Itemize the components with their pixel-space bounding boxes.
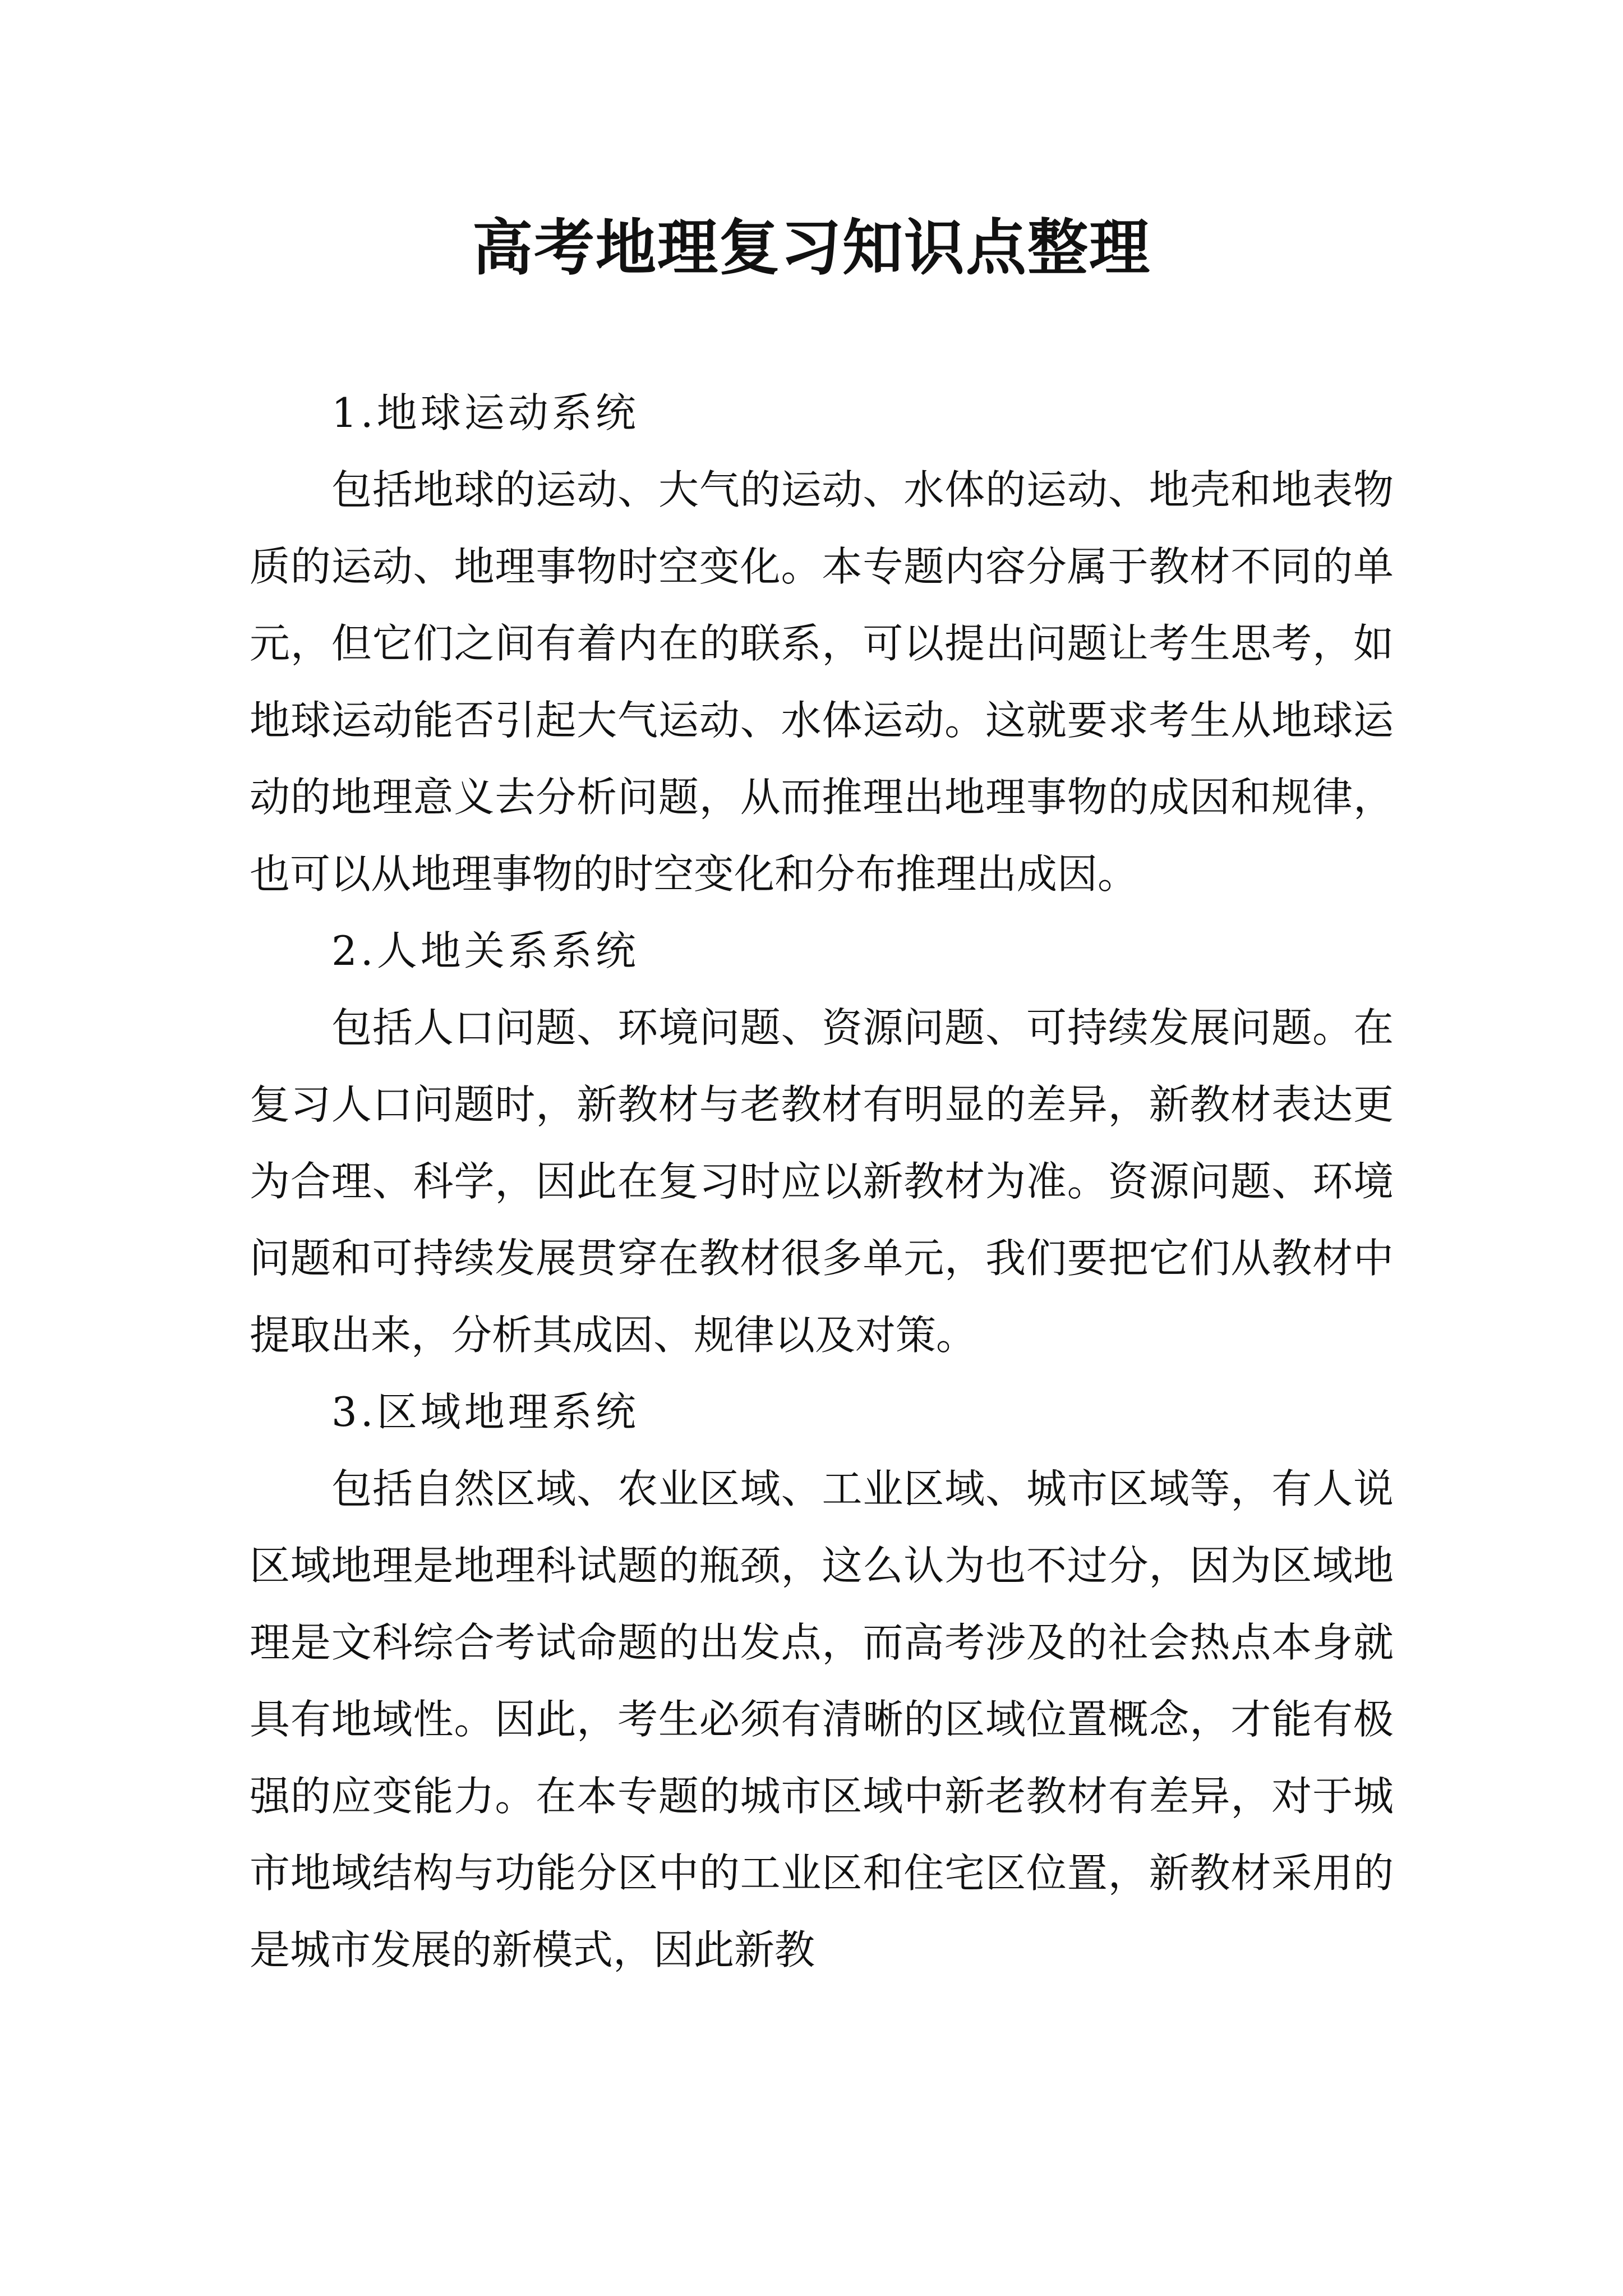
document-body — [250, 375, 1394, 1989]
section-paragraph-regional-geography: 包括自然区域、农业区域、工业区域、城市区域等，有人说区域地理是地理科试题的瓶颈，这么认为也不过分，因为区域地理是文科综合考试命题的出发点，而高考涉及的社会热点本身就具有地域性。因此，考生必须有清晰的区域位置概念，才能有极强的应变能力。在本专题的城市区域中新老教材有差异，对于城市地域结构与功能分区中的工业区和住宅区位置，新教材采用的是城市发展的新模式，因此新教 — [250, 1465, 1394, 1973]
section-heading-earth-motion: 1.地球运动系统 — [331, 389, 639, 436]
section-heading-human-land: 2.人地关系系统 — [331, 927, 639, 974]
section-paragraph-earth-motion: 包括地球的运动、大气的运动、水体的运动、地壳和地表物质的运动、地理事物时空变化。本专题内容分属于教材不同的单元，但它们之间有着内在的联系，可以提出问题让考生思考，如地球运动能否引起大气运动、水体运动。这就要求考生从地球运动的地理意义去分析问题，从而推理出地理事物的成因和规律，也可以从地理事物的时空变化和分布推理出成因。 — [250, 466, 1394, 898]
section-paragraph-human-land: 包括人口问题、环境问题、资源问题、可持续发展问题。在复习人口问题时，新教材与老教材有明显的差异，新教材表达更为合理、科学，因此在复习时应以新教材为准。资源问题、环境问题和可持续发展贯穿在教材很多单元，我们要把它们从教材中提取出来，分析其成因、规律以及对策。 — [250, 1004, 1394, 1359]
section-heading-regional-geography: 3.区域地理系统 — [331, 1388, 639, 1435]
document-title: 高考地理复习知识点整理 — [472, 213, 1151, 283]
